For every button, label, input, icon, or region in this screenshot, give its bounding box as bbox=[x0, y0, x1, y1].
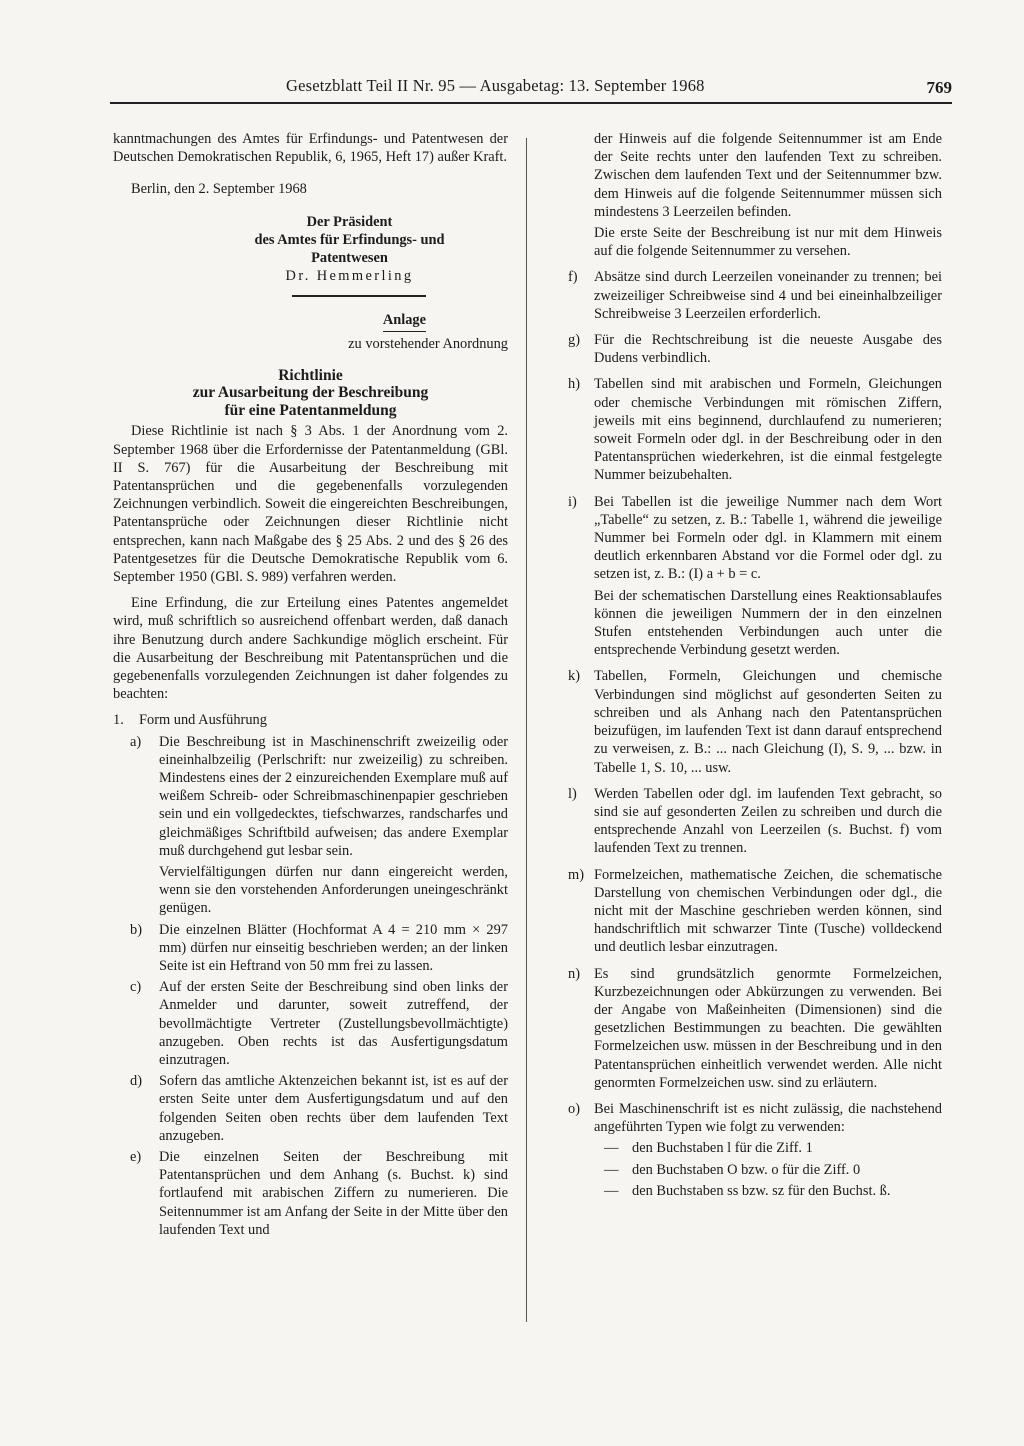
item-n bbox=[568, 965, 942, 1092]
item-e-continuation: der Hinweis auf die folgende Seitennummer ist am Ende der Seite rechts unter den laufenden Text zu schreiben. Zwischen dem laufenden Text und der Seitennummer bzw. dem Hinweis auf die folgende Seitennummer müssen sich mindestens 3 Leerzeilen befinden. bbox=[594, 131, 942, 220]
item-f bbox=[568, 268, 942, 323]
item-k-label: k) bbox=[568, 668, 580, 685]
item-o-label: o) bbox=[568, 1100, 580, 1117]
item-h bbox=[568, 375, 942, 484]
item-b-text: Die einzelnen Blätter (Hochformat A 4 = 210 mm × 297 mm) dürfen nur einseitig beschrieben werden; an der linken Seite ist ein Heftrand von 50 mm frei zu lassen. bbox=[159, 921, 508, 975]
signature-line-2: des Amtes für Erfindungs- und bbox=[254, 231, 445, 248]
page-number: 769 bbox=[926, 78, 952, 97]
item-l bbox=[568, 785, 942, 858]
anlage-subtitle: zu vorstehender Anordnung bbox=[348, 335, 508, 352]
section-1-title: Form und Ausführung bbox=[139, 712, 267, 729]
dash-item-1 bbox=[604, 1139, 942, 1157]
section-1-label: 1. bbox=[113, 712, 124, 729]
anlage-heading: Anlage bbox=[383, 311, 426, 331]
item-a bbox=[130, 733, 508, 918]
item-d bbox=[130, 1072, 508, 1145]
item-i-text: Bei Tabellen ist die jeweilige Nummer nach dem Wort „Tabelle“ zu setzen, z. B.: Tabelle 1, während die jeweilige Nummer bei Formeln oder dgl. in Klammern mit einem deutlich erkennbaren Abstand vor die Formel oder dgl. zu setzen ist, z. B.: (I) a + b = c. bbox=[594, 493, 942, 583]
header-rule bbox=[110, 102, 952, 104]
dash-2-marker: — bbox=[604, 1161, 619, 1178]
item-i bbox=[568, 493, 942, 660]
item-e bbox=[130, 1148, 508, 1239]
dash-item-2 bbox=[604, 1161, 942, 1179]
item-l-text: Werden Tabellen oder dgl. im laufenden Text gebracht, so sind sie auf gesonderten Zeilen zu schreiben und durch die entsprechende Anzahl von Leerzeilen (s. Buchst. f) vom laufenden Text zu trennen. bbox=[594, 785, 942, 857]
item-k-text: Tabellen, Formeln, Gleichungen und chemische Verbindungen sind möglichst auf gesonderten Seiten zu schreiben und als Anhang nach den Patentansprüchen beizufügen, im laufenden Text ist dann darauf entsprechend zu verweisen, z. B.: ... nach Gleichung (I), S. 9, ... bzw. in Tabelle 1, S. 10, ... usw. bbox=[594, 668, 942, 776]
signature-block bbox=[113, 213, 508, 286]
document-title bbox=[113, 367, 508, 420]
item-a-label: a) bbox=[130, 733, 142, 750]
item-m-text: Formelzeichen, mathematische Zeichen, die schematische Darstellung von chemischen Verbindungen oder dgl., die nicht mit der Maschine geschrieben werden können, sind handschriftlich mit schwarzer Tinte (Tusche) volldeckend und deutlich lesbar einzutragen. bbox=[594, 866, 942, 956]
item-c-label: c) bbox=[130, 979, 142, 996]
item-b bbox=[130, 921, 508, 976]
title-line-2: zur Ausarbeitung der Beschreibung bbox=[192, 384, 429, 402]
item-i-text-2: Bei der schematischen Darstellung eines Reaktionsablaufes können die jeweiligen Nummern der in den einzelnen Stufen entstehenden Verbindungen auch unter die entsprechende Verbindung gesetzt werden. bbox=[594, 587, 942, 659]
place-date: Berlin, den 2. September 1968 bbox=[131, 181, 307, 198]
item-o-text: Bei Maschinenschrift ist es nicht zulässig, die nachstehend angeführten Typen wie folgt zu verwenden: bbox=[594, 1100, 942, 1136]
item-m-label: m) bbox=[568, 866, 584, 883]
item-h-text: Tabellen sind mit arabischen und Formeln, Gleichungen oder chemische Verbindungen mit römischen Ziffern, jeweils mit eins beginnend, durchlaufend zu numerieren; soweit Formeln oder dgl. in der Beschreibung oder in den Patentansprüchen wiederkehren, ist die einmal festgelegte Nummer beizubehalten. bbox=[594, 376, 942, 484]
item-f-label: f) bbox=[568, 269, 578, 286]
dash-1-marker: — bbox=[604, 1140, 619, 1157]
dash-3-marker: — bbox=[604, 1182, 619, 1199]
item-k bbox=[568, 667, 942, 776]
dash-2-text: den Buchstaben O bzw. o für die Ziff. 0 bbox=[632, 1161, 861, 1178]
separator-rule bbox=[292, 295, 426, 297]
title-line-3: für eine Patentanmeldung bbox=[224, 401, 397, 419]
item-e-continuation-2: Die erste Seite der Beschreibung ist nur mit dem Hinweis auf die folgende Seitennummer zu versehen. bbox=[594, 225, 942, 260]
item-m bbox=[568, 866, 942, 957]
right-column bbox=[568, 130, 942, 1200]
paragraph-2: Eine Erfindung, die zur Erteilung eines Patentes angemeldet wird, muß schriftlich so ausreichend offenbart werden, daß danach ihre Benutzung durch andere Sachkundige möglich erscheint. Für die Ausarbeitung der Beschreibung mit Patentansprüchen und die gegebenenfalls vorzulegenden Zeichnungen ist daher folgendes zu beachten: bbox=[113, 595, 508, 703]
item-h-label: h) bbox=[568, 376, 580, 393]
item-c bbox=[130, 978, 508, 1069]
item-g-label: g) bbox=[568, 332, 580, 349]
page-header bbox=[110, 76, 952, 102]
dash-3-text: den Buchstaben ss bzw. sz für den Buchst. ß. bbox=[632, 1182, 891, 1199]
item-g-text: Für die Rechtschreibung ist die neueste Ausgabe des Dudens verbindlich. bbox=[594, 332, 942, 367]
section-1 bbox=[113, 711, 508, 729]
dash-1-text: den Buchstaben l für die Ziff. 1 bbox=[632, 1140, 813, 1157]
dash-item-3 bbox=[604, 1182, 942, 1200]
column-divider bbox=[526, 138, 527, 1322]
paragraph-1: Diese Richtlinie ist nach § 3 Abs. 1 der Anordnung vom 2. September 1968 über die Erfordernisse der Patentanmeldung (GBl. II S. 767) für die Ausarbeitung der Beschreibung mit Patentansprüchen und die gegebenenfalls vorzulegenden Zeichnungen verbindlich. Soweit die eingereichten Beschreibungen, Patentansprüche oder Zeichnungen dieser Richtlinie nicht entsprechen, kann nach Maßgabe des § 25 Abs. 2 und des § 26 des Patentgesetzes für die Deutsche Demokratische Republik vom 6. September 1950 (GBl. S. 989) verfahren werden. bbox=[113, 423, 508, 585]
item-e-text: Die einzelnen Seiten der Beschreibung mit Patentansprüchen und dem Anhang (s. Buchst. k) sind fortlaufend mit arabischen Ziffern zu numerieren. Die Seitennummer ist am Anfang der Seite in der Mitte über den laufenden Text und bbox=[159, 1149, 508, 1238]
intro-paragraph: kanntmachungen des Amtes für Erfindungs- und Patentwesen der Deutschen Demokratischen Republik, 6, 1965, Heft 17) außer Kraft. bbox=[113, 131, 508, 166]
item-c-text: Auf der ersten Seite der Beschreibung sind oben links der Anmelder und darunter, soweit zutreffend, der bevollmächtigte Vertreter (Zustellungsbevollmächtigte) anzugeben. Oben rechts ist das Ausfertigungsdatum einzutragen. bbox=[159, 979, 508, 1069]
item-n-label: n) bbox=[568, 965, 580, 982]
left-column bbox=[113, 130, 508, 1239]
item-a-text-2: Vervielfältigungen dürfen nur dann eingereicht werden, wenn sie den vorstehenden Anforderungen uneingeschränkt genügen. bbox=[159, 864, 508, 917]
item-l-label: l) bbox=[568, 785, 577, 802]
signature-name: Dr. Hemmerling bbox=[285, 268, 414, 285]
item-d-text: Sofern das amtliche Aktenzeichen bekannt ist, ist es auf der ersten Seite unter dem Ausfertigungsdatum und auf den folgenden Seiten oben rechts über dem laufenden Text anzugeben. bbox=[159, 1073, 508, 1144]
item-b-label: b) bbox=[130, 921, 142, 938]
signature-line-3: Patentwesen bbox=[311, 250, 388, 267]
anlage-block bbox=[113, 311, 508, 331]
header-title: Gesetzblatt Teil II Nr. 95 — Ausgabetag: 13. September 1968 bbox=[286, 76, 705, 95]
item-i-label: i) bbox=[568, 493, 577, 510]
item-g bbox=[568, 331, 942, 367]
item-e-label: e) bbox=[130, 1149, 142, 1166]
item-o bbox=[568, 1100, 942, 1200]
item-n-text: Es sind grundsätzlich genormte Formelzeichen, Kurzbezeichnungen oder Abkürzungen zu verwenden. Bei der Angabe von Maßeinheiten (Dimensionen) sind die gesetzlichen Bestimmungen zu beachten. Die gewählten Formelzeichen usw. müssen in der Beschreibung und in den Patentansprüchen einheitlich verwendet werden. Alle nicht genormten Formelzeichen usw. sind zu erläutern. bbox=[594, 965, 942, 1091]
item-d-label: d) bbox=[130, 1073, 142, 1090]
item-a-text: Die Beschreibung ist in Maschinenschrift zweizeilig oder eineinhalbzeilig (Perlschrift: nur zweizeilig) zu schreiben. Mindestens eines der 2 einzureichenden Exemplare muß auf weißem Schreib- oder Schreibmaschinenpapier geschrieben sein und ein vollgedecktes, tiefschwarzes, randscharfes und gleichmäßiges Schriftbild aufweisen; das andere Exemplar muß durchgehend gut lesbar sein. bbox=[159, 733, 508, 859]
item-f-text: Absätze sind durch Leerzeilen voneinander zu trennen; bei zweizeiliger Schreibweise sind 4 und bei eineinhalbzeiliger Schreibweise 3 Leerzeilen erforderlich. bbox=[594, 269, 942, 322]
signature-line-1: Der Präsident bbox=[306, 213, 393, 230]
title-line-1: Richtlinie bbox=[278, 366, 343, 384]
